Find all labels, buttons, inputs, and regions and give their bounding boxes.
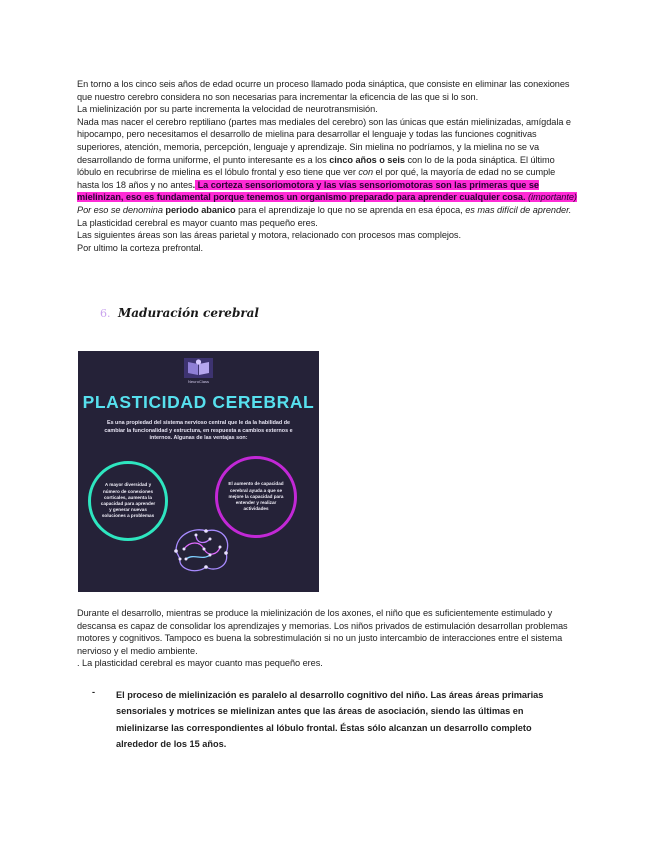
advantage-text-left: A mayor diversidad y número de conexiones corticales, aumenta la capacidad para aprender y generar nuevas soluciones a problemas <box>100 482 156 519</box>
bullet-marker: - <box>92 687 96 697</box>
highlighted-note: (importante) <box>525 192 577 203</box>
section-number: 6. <box>100 306 111 320</box>
logo-label: NeuroClass <box>188 379 209 384</box>
text-run: con lo de la poda sináptica. El último lóbulo en recubrirse de mielina es el lóbulo frontal y eso tiene que ver <box>77 154 555 178</box>
text-run: Nada mas nacer el cerebro reptiliano (partes mas mediales del cerebro) son las únicas que están mielinizadas, amígdala e hipocampo, pero necesitamos el desarrollo de mielina para desarrollar el lenguaje y todas las funciones cognitivas superiores, atención, memoria, percepción, lenguaje y aprendizaje. Sin mielina no podríamos, y la mielina no se va desarrollando de forma uniforme, el punto interesante es a los <box>77 116 571 165</box>
bold-run: periodo abanico <box>162 204 236 215</box>
italic-run: con <box>358 167 374 178</box>
italic-run: Por eso se denomina <box>77 204 163 215</box>
bold-run: . <box>192 179 196 190</box>
paragraph-prefrontal: Por ultimo la corteza prefrontal. <box>77 242 204 253</box>
section-title: Maduración cerebral <box>118 306 259 320</box>
paragraph-poda: En torno a los cinco seis años de edad ocurre un proceso llamado poda sináptica, que consiste en eliminar las conexiones que nuestro cerebro considera no son necesarias para incrementar la eficencia de las que si lo son. <box>77 79 570 102</box>
bullet-item: El proceso de mielinización es paralelo al desarrollo cognitivo del niño. Las áreas áreas primarias sensoriales y motrices se mielinizan antes que las áreas de asociación, siendo las últimas en mielinizarse las correspondientes al lóbulo frontal. Éstas sólo alcanzan un desarrollo completo alrededor de los 15 años. <box>116 690 544 750</box>
book-brain-logo-icon <box>184 358 213 378</box>
text-run: el por qué, la mayoría de edad no se cumple hasta los 18 años y no antes <box>77 167 556 190</box>
text-run: La plasticidad cerebral es mayor cuanto mas pequeño eres. <box>77 217 318 228</box>
paragraph-reptiliano <box>77 116 577 204</box>
infographic-subtitle: Es una propiedad del sistema nervioso central que le da la habilidad de cambiar la funcionalidad y estructura, en respuesta a cambios externos e internos. Algunas de las ventajas son: <box>104 420 293 442</box>
bold-run: cinco años o seis <box>329 154 405 165</box>
text-block-bottom <box>77 607 577 670</box>
paragraph-mielinizacion: La mielinización por su parte incrementa la velocidad de neurotransmisión. <box>77 104 378 115</box>
infographic-plasticidad <box>78 351 319 592</box>
paragraph-abanico <box>77 204 577 229</box>
neural-brain-icon <box>166 521 236 577</box>
paragraph-areas: Las siguientes áreas son las áreas parietal y motora, relacionado con procesos mas complejos. <box>77 230 461 241</box>
paragraph-desarrollo: Durante el desarrollo, mientras se produce la mielinización de los axones, el niño que es suficientemente estimulado y descansa es capaz de consolidar los aprendizajes y memorias. Los niños privados de estimulación desarrollan problemas motores y cognitivos. Tampoco es buena la sobrestimulación si no un justo intercambio de interacciones entre el sistema nervioso y el medio ambiente. <box>77 608 568 656</box>
paragraph-plasticidad: . La plasticidad cerebral es mayor cuanto mas pequeño eres. <box>77 658 323 669</box>
text-run: para el aprendizaje lo que no se aprenda en esa época, <box>235 204 466 215</box>
italic-run: es mas difícil de aprender. <box>465 204 572 215</box>
highlighted-text: La corteza sensoriomotora y las vías sensoriomotoras son las primeras que se mielinizan, eso es fundamental porque tenemos un organismo preparado para aprender cualquier cosa. <box>77 179 539 203</box>
advantage-text-right: El aumento de capacidad cerebral ayuda a que se mejore la capacidad para entender y realizar actividades <box>228 481 284 512</box>
infographic-title: PLASTICIDAD CEREBRAL <box>82 392 315 412</box>
text-block-top <box>77 78 577 254</box>
advantage-circle-left <box>88 461 168 541</box>
section-heading <box>100 303 259 323</box>
